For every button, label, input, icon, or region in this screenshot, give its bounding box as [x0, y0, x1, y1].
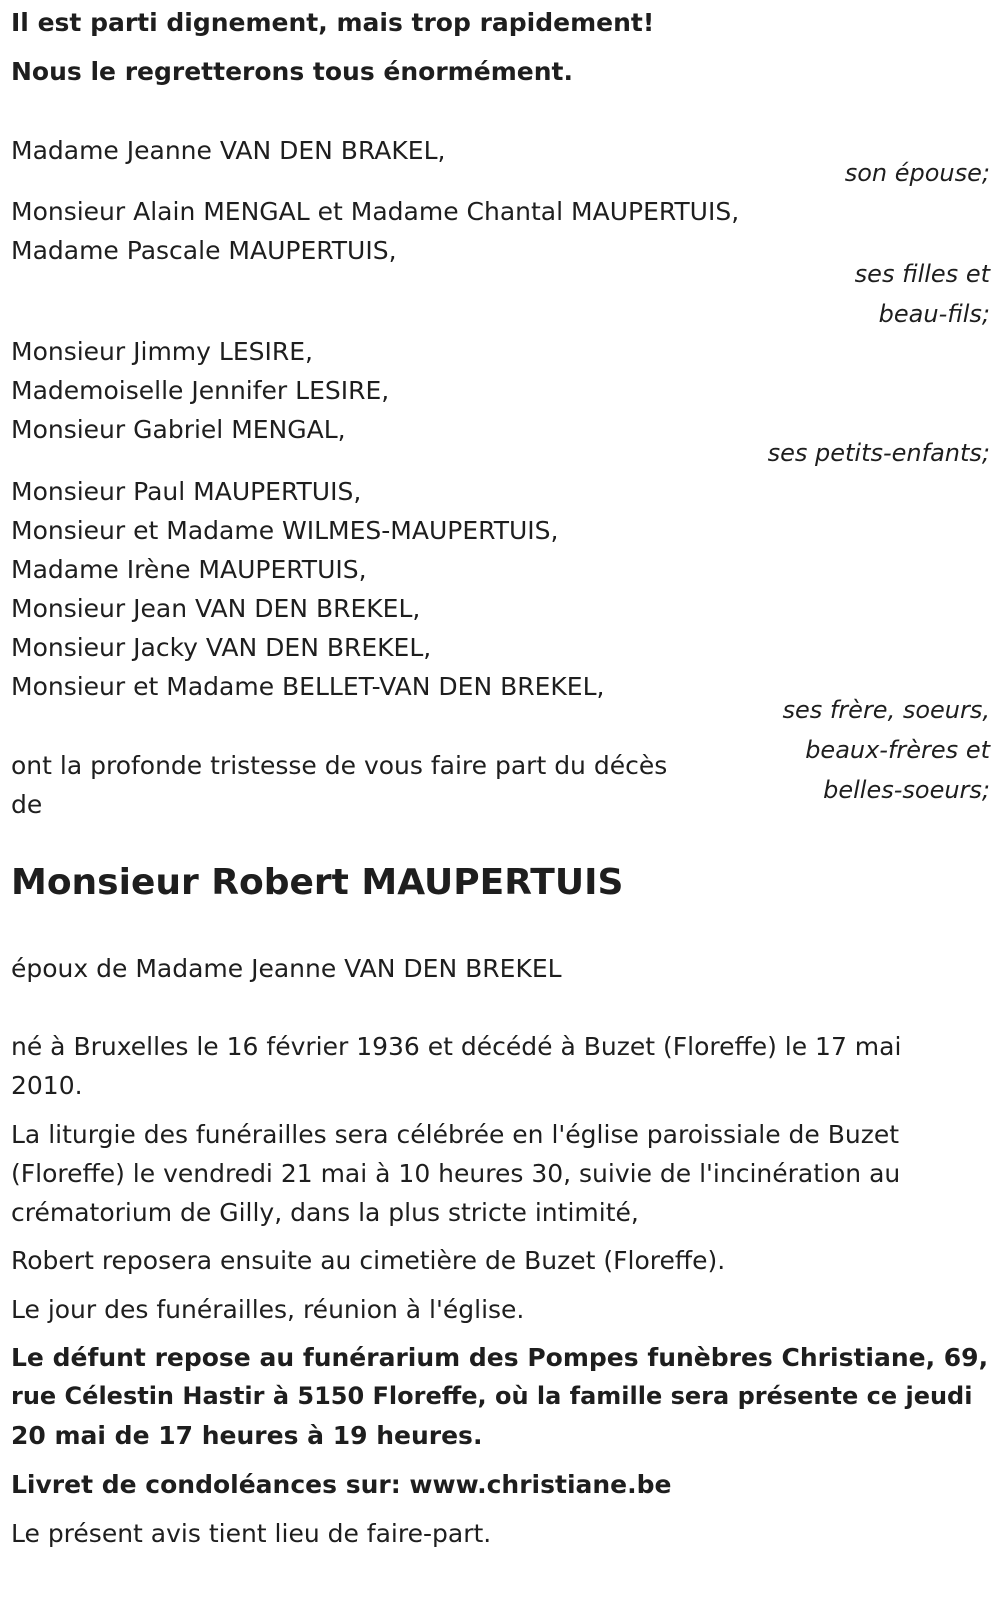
- birth-death-line-1: né à Bruxelles le 16 février 1936 et décédé à Buzet (Floreffe) le 17 mai: [11, 1032, 902, 1061]
- children-relation-line-1: ses filles et: [854, 260, 990, 288]
- children-relation: [855, 254, 990, 334]
- sibling-4-name: Monsieur Jean VAN DEN BREKEL,: [11, 594, 421, 623]
- spouse-relation-line: son épouse;: [844, 159, 990, 187]
- sibling-5-name: Monsieur Jacky VAN DEN BREKEL,: [11, 633, 432, 662]
- sibling-6-name: Monsieur et Madame BELLET-VAN DEN BREKEL,: [11, 672, 605, 701]
- spouse-name: Madame Jeanne VAN DEN BRAKEL,: [11, 136, 446, 165]
- deceased-name: Monsieur Robert MAUPERTUIS: [11, 862, 624, 903]
- resting-place: Robert reposera ensuite au cimetière de Buzet (Floreffe).: [11, 1246, 726, 1275]
- liturgy-line-2: (Floreffe) le vendredi 21 mai à 10 heures 30, suivie de l'incinération au: [11, 1159, 901, 1188]
- notice-text: Le présent avis tient lieu de faire-part.: [11, 1519, 492, 1548]
- announcement-line-1: ont la profonde tristesse de vous faire part du décès: [11, 751, 668, 780]
- birth-death-line-2: 2010.: [11, 1071, 83, 1100]
- grandchild-1-name: Monsieur Jimmy LESIRE,: [11, 337, 313, 366]
- siblings-relation-line-1: ses frère, soeurs,: [782, 696, 990, 724]
- liturgy-line-1: La liturgie des funérailles sera célébrée en l'église paroissiale de Buzet: [11, 1120, 900, 1149]
- funerarium-line-3: 20 mai de 17 heures à 19 heures.: [11, 1421, 483, 1450]
- grandchildren-relation: [768, 433, 990, 473]
- liturgy-line-3: crématorium de Gilly, dans la plus stricte intimité,: [11, 1198, 639, 1227]
- reunion-info: Le jour des funérailles, réunion à l'église.: [11, 1295, 525, 1324]
- sibling-2-name: Monsieur et Madame WILMES-MAUPERTUIS,: [11, 516, 559, 545]
- children-relation-line-2: beau-fils;: [878, 300, 990, 328]
- condolences-link[interactable]: Livret de condoléances sur: www.christiane.be: [11, 1470, 672, 1499]
- grandchildren-relation-line: ses petits-enfants;: [767, 439, 990, 467]
- spouse-relation: [845, 153, 990, 193]
- headline-line-1: Il est parti dignement, mais trop rapidement!: [11, 8, 655, 37]
- siblings-relation: [782, 690, 990, 810]
- grandchild-3-name: Monsieur Gabriel MENGAL,: [11, 415, 346, 444]
- sibling-3-name: Madame Irène MAUPERTUIS,: [11, 555, 367, 584]
- grandchild-2-name: Mademoiselle Jennifer LESIRE,: [11, 376, 390, 405]
- sibling-1-name: Monsieur Paul MAUPERTUIS,: [11, 477, 362, 506]
- child-1-name: Monsieur Alain MENGAL et Madame Chantal MAUPERTUIS,: [11, 197, 740, 226]
- deceased-spouse-of: époux de Madame Jeanne VAN DEN BREKEL: [11, 954, 562, 983]
- child-2-name: Madame Pascale MAUPERTUIS,: [11, 236, 397, 265]
- announcement-line-2: de: [11, 790, 43, 819]
- funerarium-line-1: Le défunt repose au funérarium des Pompes funèbres Christiane, 69,: [11, 1343, 989, 1372]
- funerarium-line-2: rue Célestin Hastir à 5150 Floreffe, où la famille sera présente ce jeudi: [11, 1382, 973, 1410]
- siblings-relation-line-3: belles-soeurs;: [823, 776, 990, 804]
- siblings-relation-line-2: beaux-frères et: [805, 736, 990, 764]
- headline-line-2: Nous le regretterons tous énormément.: [11, 57, 573, 86]
